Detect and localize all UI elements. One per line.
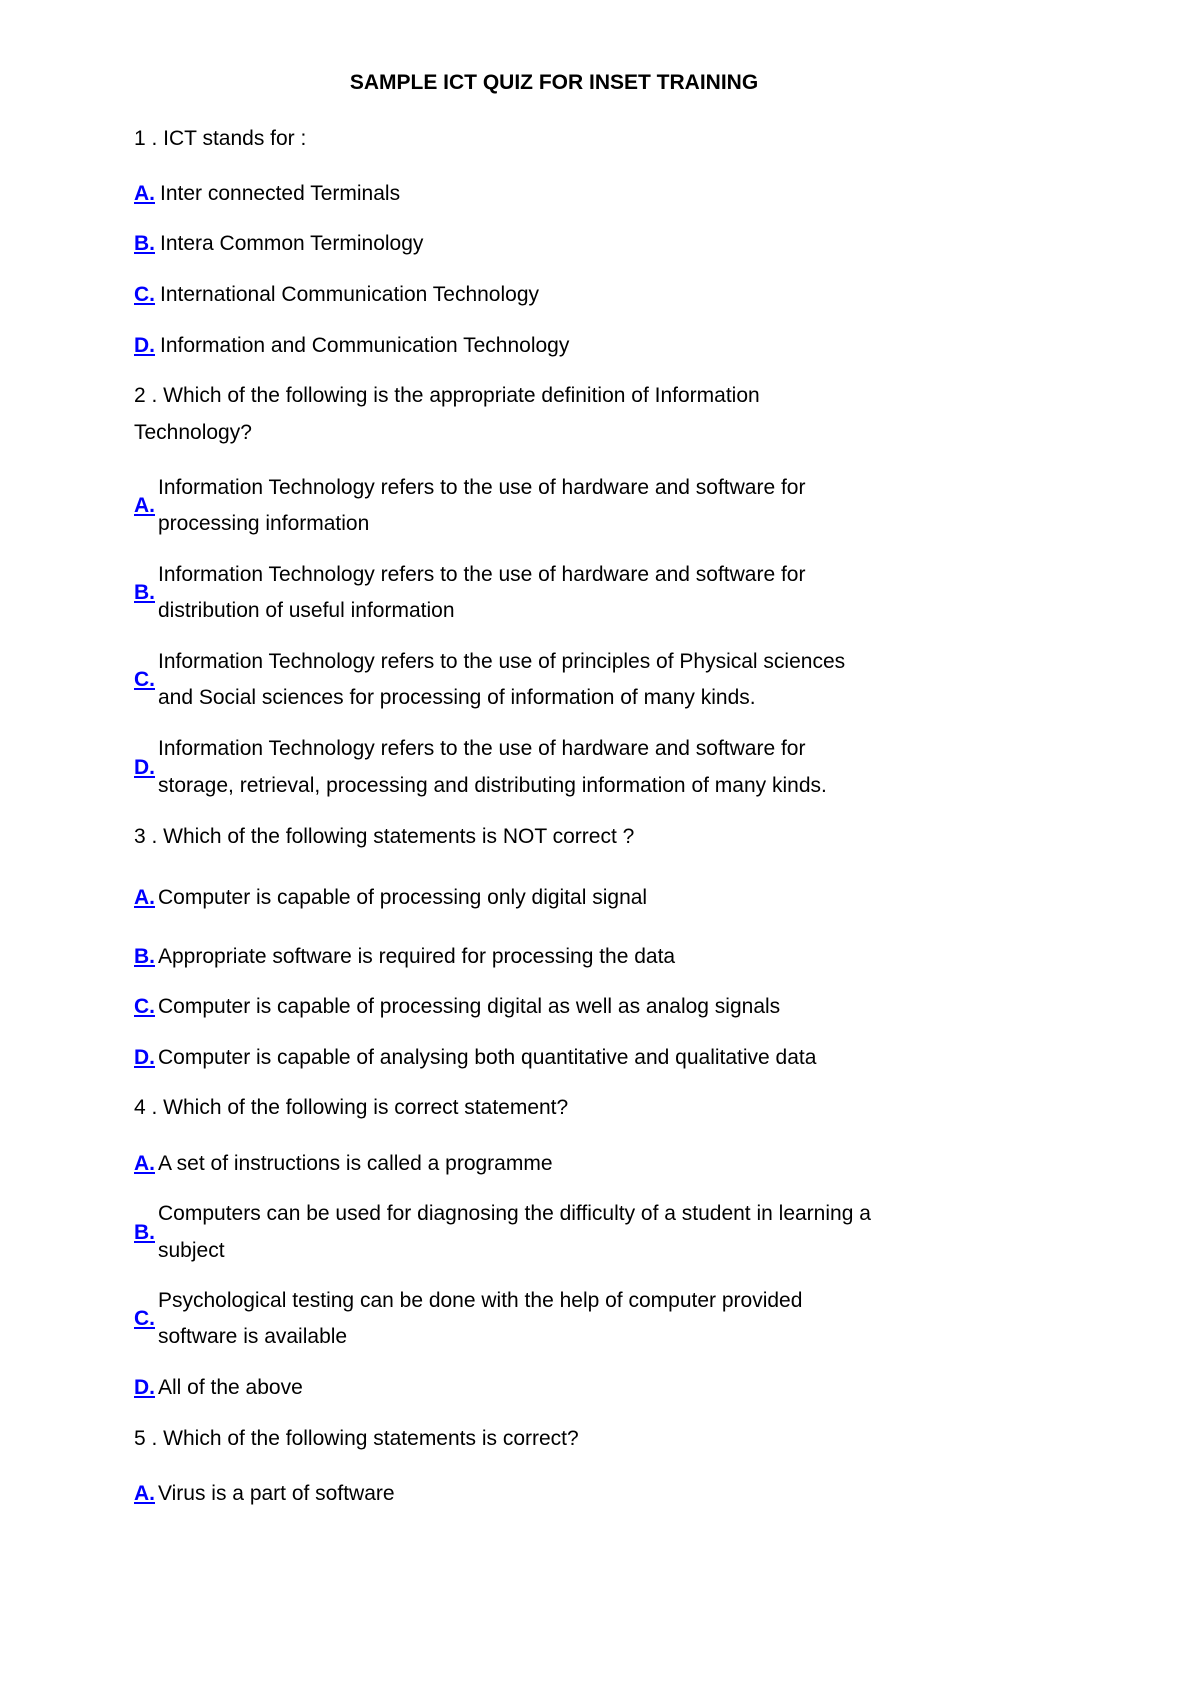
option-text: International Communication Technology [160, 283, 540, 306]
question-text: 1 . ICT stands for : [134, 127, 307, 150]
option-label-link[interactable]: D. [134, 1046, 155, 1069]
option-text: storage, retrieval, processing and distributing information of many kinds. [158, 774, 827, 797]
page-title: SAMPLE ICT QUIZ FOR INSET TRAINING [349, 71, 759, 94]
option-text: distribution of useful information [158, 599, 455, 622]
option-label-link[interactable]: A. [134, 886, 155, 909]
option-text: subject [158, 1239, 225, 1262]
option-text: Computer is capable of processing only digital signal [158, 886, 648, 909]
option-text: Information Technology refers to the use of hardware and software for [158, 737, 806, 760]
option-label-link[interactable]: A. [134, 1152, 155, 1175]
option-label-link[interactable]: D. [134, 334, 155, 357]
option-text: Inter connected Terminals [160, 182, 401, 205]
option-text: software is available [158, 1325, 348, 1348]
option-label-link[interactable]: B. [134, 945, 155, 968]
option-text: All of the above [158, 1376, 303, 1399]
option-label-link[interactable]: A. [134, 1482, 155, 1505]
option-text: A set of instructions is called a programme [158, 1152, 553, 1175]
option-text: Psychological testing can be done with the help of computer provided [158, 1289, 803, 1312]
question-text: 4 . Which of the following is correct statement? [134, 1096, 569, 1119]
option-text: Information Technology refers to the use of hardware and software for [158, 563, 806, 586]
option-label-link[interactable]: D. [134, 1376, 155, 1399]
option-text: Information Technology refers to the use of hardware and software for [158, 476, 806, 499]
option-text: processing information [158, 512, 370, 535]
option-text: Information Technology refers to the use of principles of Physical sciences [158, 650, 846, 673]
option-text: and Social sciences for processing of information of many kinds. [158, 686, 756, 709]
option-label-link[interactable]: A. [134, 182, 155, 205]
question-text: 5 . Which of the following statements is correct? [134, 1427, 579, 1450]
option-text: Computer is capable of processing digital as well as analog signals [158, 995, 781, 1018]
option-label-link[interactable]: C. [134, 668, 155, 691]
option-text: Computers can be used for diagnosing the difficulty of a student in learning a [158, 1202, 871, 1225]
option-label-link[interactable]: B. [134, 1220, 155, 1244]
question-text: Technology? [134, 421, 252, 444]
option-label-link[interactable]: C. [134, 995, 155, 1018]
option-text: Information and Communication Technology [160, 334, 570, 357]
option-label-link[interactable]: D. [134, 755, 155, 779]
question-text: 2 . Which of the following is the appropriate definition of Information [134, 384, 760, 407]
option-text: Virus is a part of software [158, 1482, 395, 1505]
option-label-link[interactable]: B. [134, 232, 155, 255]
option-text: Appropriate software is required for processing the data [158, 945, 676, 968]
option-label-link[interactable]: C. [134, 283, 155, 306]
option-text: Intera Common Terminology [160, 232, 424, 255]
option-label-link[interactable]: C. [134, 1307, 155, 1330]
option-text: Computer is capable of analysing both quantitative and qualitative data [158, 1046, 817, 1069]
option-label-link[interactable]: A. [134, 494, 155, 517]
option-label-link[interactable]: B. [134, 581, 155, 604]
question-text: 3 . Which of the following statements is NOT correct ? [134, 825, 635, 848]
